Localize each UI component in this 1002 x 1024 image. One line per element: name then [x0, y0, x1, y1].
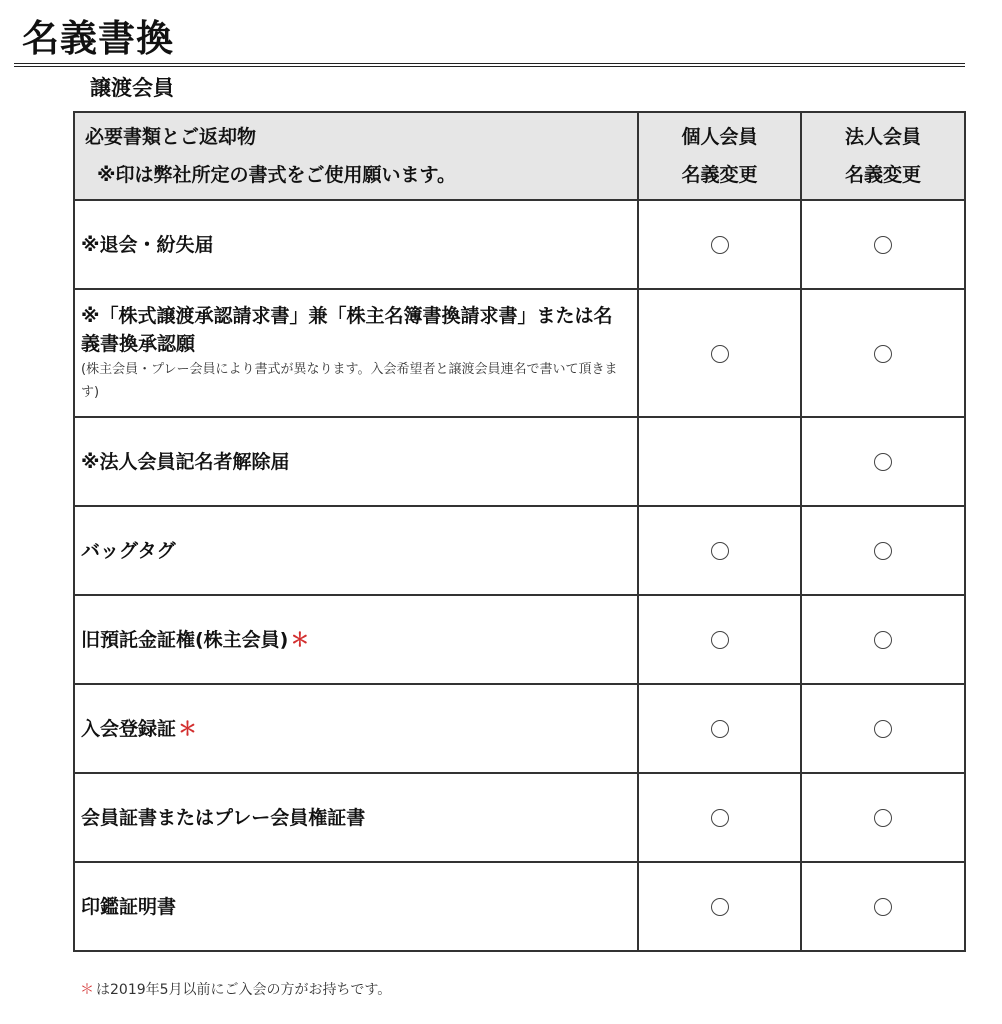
table-row	[74, 417, 965, 506]
corporate-required-cell	[801, 595, 965, 684]
table-row	[74, 506, 965, 595]
required-circle-icon	[711, 542, 729, 560]
individual-required-cell	[638, 862, 801, 951]
corporate-required-cell	[801, 506, 965, 595]
header-corporate-line1: 法人会員	[844, 126, 921, 148]
required-circle-icon	[874, 345, 892, 363]
corporate-required-cell	[801, 684, 965, 773]
header-item-title: 必要書類とご返却物	[85, 126, 257, 148]
header-corporate-line2: 名義変更	[844, 164, 921, 186]
document-note: (株主会員・プレー会員により書式が異なります。入会希望者と譲渡会員連名で書いて頂きます)	[81, 362, 618, 400]
required-circle-icon	[874, 542, 892, 560]
table-row	[74, 862, 965, 951]
footnote-asterisk: ＊	[80, 982, 94, 998]
document-name: ※「株式譲渡承認請求書」兼「株主名簿書換請求書」または名義書換承認願	[81, 305, 613, 355]
header-item-note: ※印は弊社所定の書式をご使用願います。	[97, 164, 456, 186]
title-divider	[14, 63, 965, 67]
required-circle-icon	[874, 453, 892, 471]
required-circle-icon	[874, 720, 892, 738]
document-name-cell	[74, 595, 638, 684]
required-circle-icon	[711, 720, 729, 738]
table-body	[74, 200, 965, 951]
document-name: バッグタグ	[81, 539, 176, 562]
footnote-text: は2019年5月以前にご入会の方がお持ちです。	[96, 982, 392, 998]
document-name: 会員証書またはプレー会員権証書	[81, 806, 366, 829]
header-corporate-column	[801, 112, 965, 200]
pre-2019-asterisk-icon: ＊	[178, 717, 198, 740]
individual-required-cell	[638, 684, 801, 773]
corporate-required-cell	[801, 289, 965, 417]
required-circle-icon	[874, 809, 892, 827]
document-name: ※退会・紛失届	[81, 233, 214, 256]
footnote	[80, 980, 391, 1000]
individual-required-cell	[638, 773, 801, 862]
individual-required-cell	[638, 200, 801, 289]
pre-2019-asterisk-icon: ＊	[290, 628, 310, 651]
required-circle-icon	[711, 898, 729, 916]
corporate-required-cell	[801, 862, 965, 951]
table-row	[74, 684, 965, 773]
table-row	[74, 200, 965, 289]
required-circle-icon	[711, 809, 729, 827]
page-title: 名義書換	[22, 17, 174, 60]
document-name: ※法人会員記名者解除届	[81, 450, 290, 473]
corporate-required-cell	[801, 417, 965, 506]
header-individual-line1: 個人会員	[681, 126, 758, 148]
document-name-cell	[74, 684, 638, 773]
individual-required-cell	[638, 595, 801, 684]
individual-required-cell	[638, 506, 801, 595]
table-row	[74, 289, 965, 417]
required-circle-icon	[711, 345, 729, 363]
required-circle-icon	[711, 236, 729, 254]
document-name-cell	[74, 200, 638, 289]
header-individual-line2: 名義変更	[681, 164, 758, 186]
table-header-row	[74, 112, 965, 200]
table-row	[74, 773, 965, 862]
header-individual-column	[638, 112, 801, 200]
individual-required-cell	[638, 289, 801, 417]
document-name-cell	[74, 773, 638, 862]
required-circle-icon	[874, 631, 892, 649]
required-documents-table	[73, 111, 966, 952]
document-name: 入会登録証	[81, 717, 177, 740]
document-name: 旧預託金証権(株主会員)	[81, 628, 289, 651]
header-item-column	[74, 112, 638, 200]
corporate-required-cell	[801, 773, 965, 862]
required-circle-icon	[874, 898, 892, 916]
document-name-cell	[74, 506, 638, 595]
document-name-cell	[74, 289, 638, 417]
section-title: 譲渡会員	[90, 76, 174, 100]
required-circle-icon	[874, 236, 892, 254]
document-name-cell	[74, 862, 638, 951]
table-row	[74, 595, 965, 684]
document-name: 印鑑証明書	[81, 895, 177, 918]
document-name-cell	[74, 417, 638, 506]
corporate-required-cell	[801, 200, 965, 289]
required-circle-icon	[711, 631, 729, 649]
individual-required-cell	[638, 417, 801, 506]
